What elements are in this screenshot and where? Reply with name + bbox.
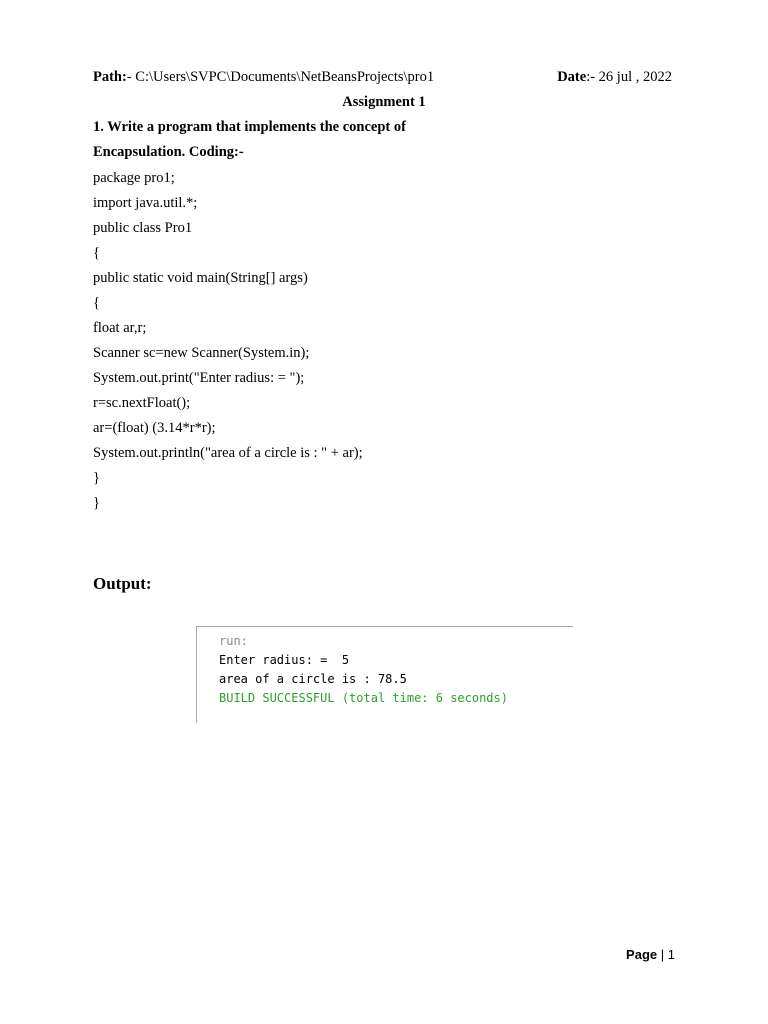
code-line: System.out.print("Enter radius: = "); [93,370,305,386]
date-value: :- 26 jul , 2022 [586,69,672,85]
code-line: import java.util.*; [93,195,198,211]
code-block [93,166,363,516]
question-line-1: 1. Write a program that implements the concept of [93,119,406,135]
code-line: { [93,245,100,261]
code-line: public static void main(String[] args) [93,270,308,286]
code-line: ar=(float) (3.14*r*r); [93,420,216,436]
assignment-title: Assignment 1 [342,94,426,110]
code-line: } [93,495,100,511]
console-input-line: Enter radius: = 5 [219,653,350,667]
page-number: 1 [667,947,675,962]
page-footer [626,947,675,962]
path-header [93,69,434,86]
code-line: package pro1; [93,170,175,186]
code-line: { [93,295,100,311]
page-label: Page [626,947,658,962]
console-result-line: area of a circle is : 78.5 [219,672,407,686]
code-line: public class Pro1 [93,220,193,236]
code-line: } [93,470,100,486]
code-line: Scanner sc=new Scanner(System.in); [93,345,310,361]
date-label: Date [557,69,587,85]
output-heading: Output: [93,574,152,593]
code-line: System.out.println("area of a circle is : " + ar); [93,445,363,461]
date-header [557,69,672,86]
path-value: - C:\Users\SVPC\Documents\NetBeansProjects\pro1 [126,69,435,85]
path-label: Path: [93,69,127,85]
code-line: r=sc.nextFloat(); [93,395,191,411]
page-separator: | [660,947,665,962]
code-line: float ar,r; [93,320,147,336]
question-line-2: Encapsulation. Coding:- [93,144,244,160]
console-run-line: run: [219,634,248,648]
console-output-screenshot [196,626,573,723]
console-build-line: BUILD SUCCESSFUL (total time: 6 seconds) [219,691,508,705]
